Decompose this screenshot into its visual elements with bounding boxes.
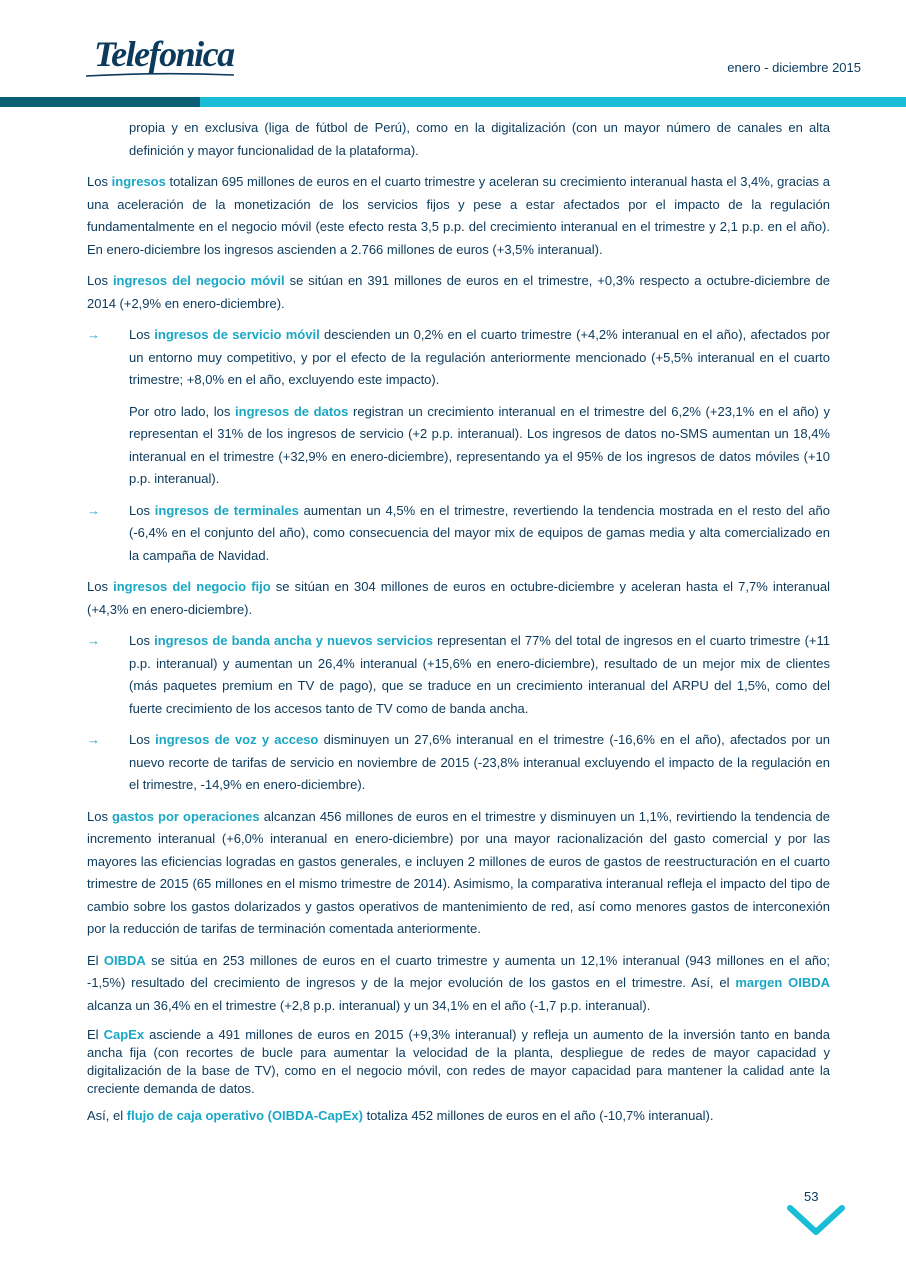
paragraph-negocio-movil — [87, 270, 830, 315]
highlight-term: gastos por operaciones — [112, 808, 260, 824]
paragraph-continuation: propia y en exclusiva (liga de fútbol de Perú), como en la digitalización (con un mayor número de canales en alta definición y mayor funcionalidad de la plataforma). — [129, 120, 830, 158]
highlight-term: flujo de caja operativo (OIBDA-CapEx) — [126, 1108, 363, 1123]
highlight-term: ingresos de banda ancha y nuevos servicios — [154, 633, 434, 648]
highlight-term: ingresos del negocio móvil — [112, 273, 285, 288]
text-run: Los — [87, 273, 113, 288]
text-run: se sitúa en 253 millones de euros en el cuarto trimestre y aumenta un 12,1% interanual (943 millones en el año; -1,5%) resultado del crecimiento de ingresos y de la mejor evolución de los gastos en el trimestre. Así, el — [87, 952, 830, 990]
text-run: alcanzan 456 millones de euros en el trimestre y disminuyen un 1,1%, revirtiendo la tendencia de incremento interanual (+6,0% interanual en enero-diciembre) por una mayor racionalización del gasto comercial y por las mayores las eficiencias logradas en gastos generales, e incluyen 2 millones de euros de gastos de reestructuración en el cuarto trimestre de 2015 (65 millones en el mismo trimestre de 2014). Asimismo, la comparativa interanual refleja el impacto del tipo de cambio sobre los gastos dolarizados y gastos operativos de mantenimiento de red, así como menores gastos de interconexión por la reducción de tarifas de terminación comentada anteriormente. — [87, 808, 831, 936]
highlight-term: ingresos de servicio móvil — [154, 327, 320, 342]
text-run: Los — [87, 808, 113, 824]
highlight-term: margen OIBDA — [735, 975, 830, 990]
chevron-down-icon[interactable] — [786, 1204, 846, 1238]
document-body — [87, 117, 830, 1134]
text-run: Los — [129, 502, 155, 518]
text-run: Por otro lado, los — [129, 403, 236, 419]
paragraph-gastos — [87, 806, 830, 941]
text-run: El — [87, 1027, 104, 1042]
text-run: aumentan un 4,5% en el trimestre, revertiendo la tendencia mostrada en el resto del año (-6,4% en el conjunto del año), como consecuencia del mayor mix de equipos de gamas media y alta comercializado en la campaña de Navidad. — [129, 502, 830, 563]
highlight-term: ingresos — [111, 174, 166, 189]
highlight-term: ingresos de voz y acceso — [155, 732, 319, 747]
text-run: Los — [87, 579, 114, 594]
page-number: 53 — [804, 1189, 819, 1204]
paragraph-flujo-caja — [87, 1107, 830, 1125]
paragraph-negocio-fijo — [87, 576, 830, 621]
header-band-dark — [0, 97, 200, 107]
paragraph-ingresos — [87, 171, 830, 261]
text-run: Los — [129, 327, 155, 342]
logo-wordmark: Telefonica — [94, 34, 234, 74]
highlight-term: CapEx — [103, 1027, 145, 1042]
arrow-right-icon: → — [87, 327, 100, 342]
text-run: asciende a 491 millones de euros en 2015 (+9,3% interanual) y refleja un aumento de la inversión tanto en banda ancha fija (con recortes de bucle para aumentar la velocidad de la planta, despliegue de redes de mayor capacidad y digitalización de la base de TV), como en el negocio móvil, con redes de mayor capacidad para mantener la calidad ante la creciente demanda de datos. — [87, 1027, 830, 1096]
paragraph-capex — [87, 1026, 830, 1098]
highlight-term: ingresos del negocio fijo — [113, 579, 271, 594]
text-run: Los — [129, 732, 156, 747]
bullet-terminales — [87, 500, 830, 568]
header-band-light — [200, 97, 906, 107]
paragraph-ingresos-datos — [87, 401, 830, 491]
bullet-banda-ancha — [87, 630, 830, 720]
text-run: se sitúan en 304 millones de euros en octubre-diciembre y aceleran hasta el 7,7% interanual (+4,3% en enero-diciembre). — [87, 579, 830, 617]
text-run: Así, el — [87, 1108, 127, 1123]
text-run: Los — [87, 174, 112, 189]
text-run: se sitúan en 391 millones de euros en el trimestre, +0,3% respecto a octubre-diciembre de 2014 (+2,9% en enero-diciembre). — [87, 273, 830, 311]
highlight-term: ingresos de terminales — [154, 502, 299, 518]
text-run: totalizan 695 millones de euros en el cuarto trimestre y aceleran su crecimiento interanual hasta el 3,4%, gracias a una aceleración de la monetización de los servicios fijos y pese a estar afectados por el impacto de la regulación fundamentalmente en el negocio móvil (este efecto resta 3,5 p.p. del crecimiento interanual en el trimestre y 2,1 p.p. en el año). En enero-diciembre los ingresos ascienden a 2.766 millones de euros (+3,5% interanual). — [87, 174, 830, 257]
text-run: registran un crecimiento interanual en el trimestre del 6,2% (+23,1% en el año) y representan el 31% de los ingresos de servicio (+2 p.p. interanual). Los ingresos de datos no-SMS aumentan un 18,4% interanual en el trimestre (+32,9% en enero-diciembre), representando ya el 95% de los ingresos de datos móviles (+10 p.p. interanual). — [129, 403, 831, 486]
telefonica-logo — [94, 36, 234, 72]
bullet-servicio-movil — [87, 324, 830, 392]
header-date-range: enero - diciembre 2015 — [727, 60, 861, 75]
paragraph-oibda — [87, 950, 830, 1018]
text-run: El — [87, 952, 104, 968]
arrow-right-icon: → — [87, 732, 100, 747]
text-run: Los — [129, 633, 155, 648]
bullet-voz-acceso — [87, 729, 830, 797]
logo-swoosh-icon — [86, 70, 236, 80]
text-run: alcanza un 36,4% en el trimestre (+2,8 p.p. interanual) y un 34,1% en el año (-1,7 p.p. interanual). — [87, 997, 651, 1013]
arrow-right-icon: → — [87, 502, 100, 518]
text-run: descienden un 0,2% en el cuarto trimestre (+4,2% interanual en el año), afectados por un entorno muy competitivo, y por el efecto de la regulación anteriormente mencionado (+5,5% interanual en el cuarto trimestre; +8,0% en el año, excluyendo este impacto). — [129, 327, 830, 387]
text-run: disminuyen un 27,6% interanual en el trimestre (-16,6% en el año), afectados por un nuevo recorte de tarifas de servicio en noviembre de 2015 (-23,8% interanual excluyendo el impacto de la regulación en el trimestre, -14,9% en enero-diciembre). — [129, 732, 830, 792]
text-run: totaliza 452 millones de euros en el año (-10,7% interanual). — [362, 1108, 714, 1123]
highlight-term: OIBDA — [103, 952, 146, 968]
text-run: representan el 77% del total de ingresos en el cuarto trimestre (+11 p.p. interanual) y aumentan un 26,4% interanual (+15,6% en enero-diciembre), resultado de un mejor mix de clientes (más paquetes premium en TV de pago), que se traduce en un crecimiento interanual del ARPU del 1,5%, como del fuerte crecimiento de los accesos tanto de TV como de banda ancha. — [129, 633, 831, 716]
highlight-term: ingresos de datos — [235, 403, 349, 419]
arrow-right-icon: → — [87, 633, 100, 648]
